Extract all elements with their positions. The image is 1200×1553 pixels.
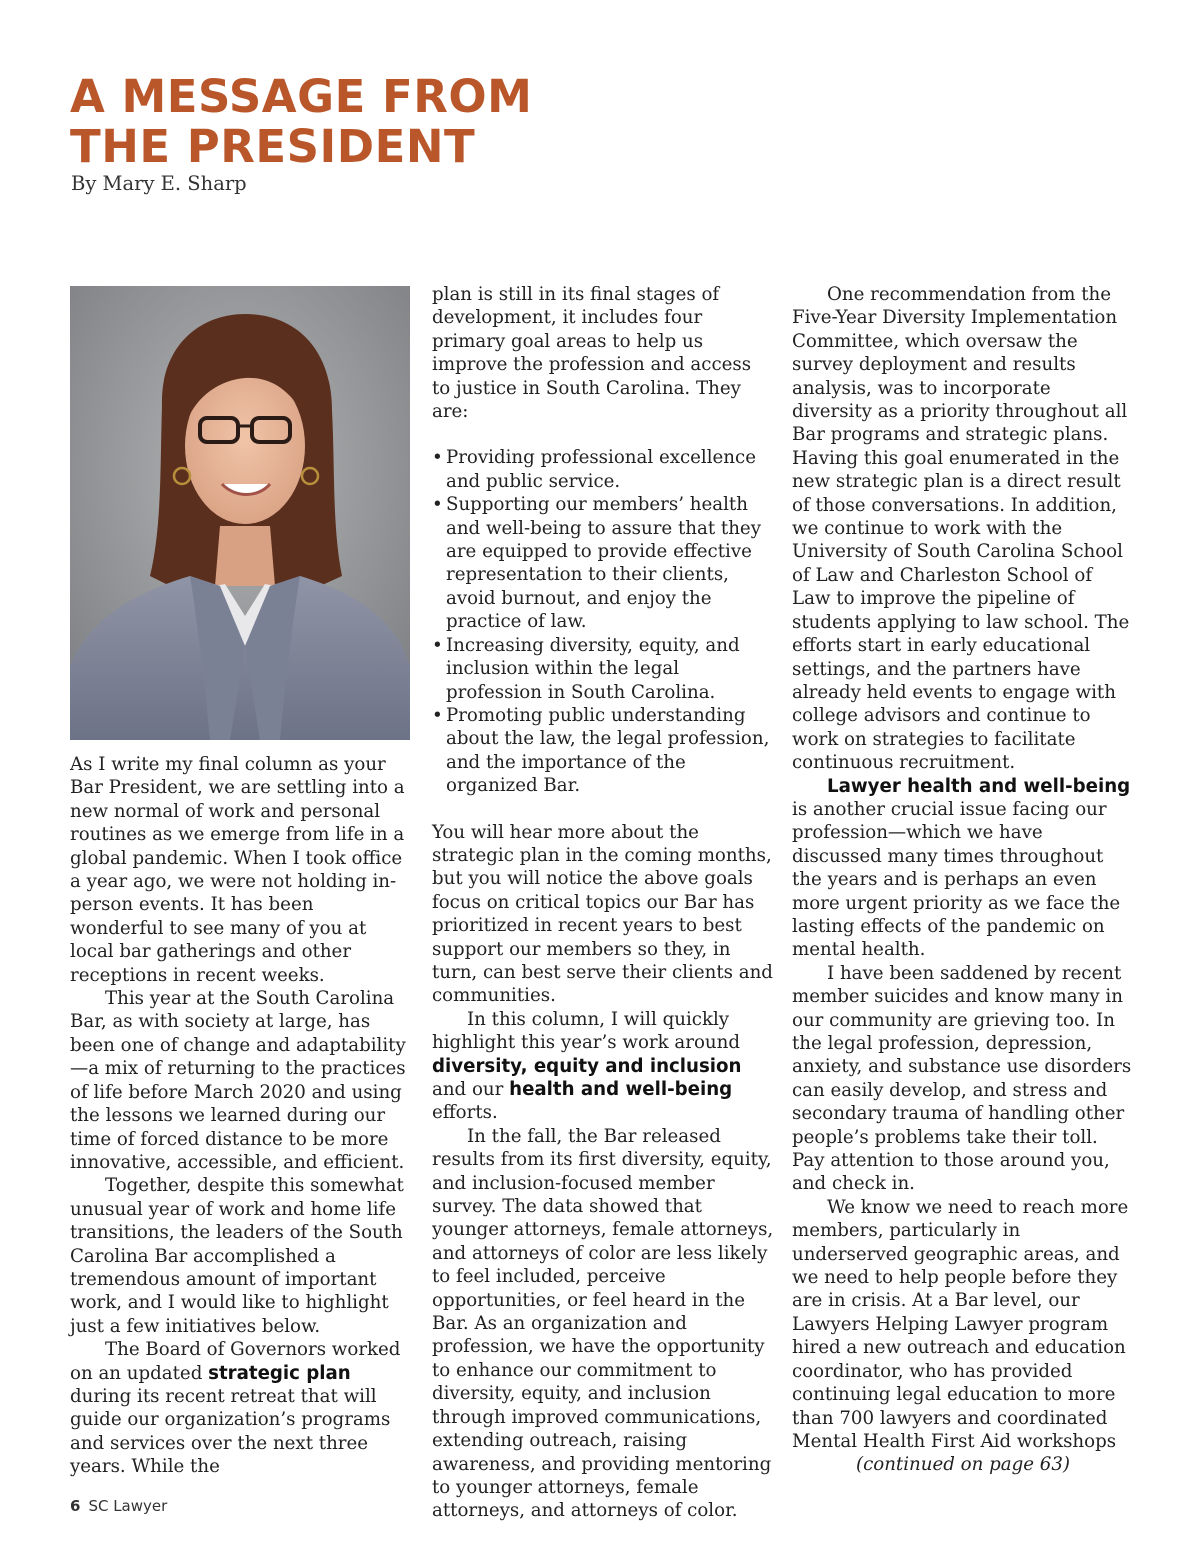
col1-paragraph-4 [70, 1338, 412, 1478]
page-number: 6 [70, 1497, 81, 1515]
col2-paragraph-2: You will hear more about the strategic plan in the coming months, but you will notice the above goals focus on critical topics our Bar has prioritized in recent years to best support our members so they, in turn, can best serve their clients and communities. [432, 821, 773, 1007]
publication-name: SC Lawyer [88, 1497, 168, 1515]
list-item: • Providing professional excellence and public service. [432, 446, 774, 493]
text-run: is another crucial issue facing our profession—which we have discussed many times throughout the years and is perhaps an even more urgent priority as we face the lasting effects of the pandemic on mental health. [792, 798, 1121, 961]
text-run: efforts. [432, 1102, 498, 1124]
column-2 [432, 283, 774, 1523]
col2-paragraph-3 [432, 1008, 774, 1125]
col2-paragraph-1: plan is still in its final stages of development, it includes four primary goal areas to help us improve the profession and access to justice in South Carolina. They are: [432, 284, 752, 423]
continued-note: (continued on page 63) [855, 1454, 1071, 1476]
goal-list [432, 446, 774, 797]
column-1 [70, 753, 412, 1479]
text-run: In this column, I will quickly highlight this year’s work around [432, 1008, 740, 1054]
title-line-1: A MESSAGE FROM [70, 70, 533, 123]
byline: By Mary E. Sharp [71, 172, 247, 195]
col3-paragraph-3: I have been saddened by recent member suicides and know many in our community are grieving too. In the legal profession, depression, anxiety, and substance use disorders can easily develop, and stress and secondary trauma of handling other people’s problems take their toll. Pay attention to those around you, and check in. [792, 962, 1132, 1195]
strategic-plan-highlight: strategic plan [208, 1362, 351, 1384]
author-portrait [70, 286, 410, 740]
page-footer [70, 1497, 167, 1515]
title-line-2: THE PRESIDENT [70, 120, 476, 173]
col1-paragraph-2: This year at the South Carolina Bar, as with society at large, has been one of change and adaptability—a mix of returning to the practices of life before March 2020 and using the lessons we learned during our time of forced distance to be more innovative, accessible, and efficient. [70, 988, 406, 1173]
text-run: during its recent retreat that will guide our organization’s programs and services over the next three years. While the [70, 1385, 391, 1478]
lawyer-health-highlight: Lawyer health and well-being [827, 775, 1131, 797]
col1-paragraph-1: As I write my final column as your Bar President, we are settling into a new normal of work and personal routines as we emerge from life in a global pandemic. When I took office a year ago, we were not holding in-person events. It has been wonderful to see many of you at local bar gatherings and other receptions in recent weeks. [70, 754, 405, 986]
article-title [70, 72, 532, 172]
col3-paragraph-1: One recommendation from the Five-Year Diversity Implementation Committee, which oversaw the survey deployment and results analysis, was to incorporate diversity as a priority throughout all Bar programs and strategic plans. Having this goal enumerated in the new strategic plan is a direct result of those conversations. In addition, we continue to work with the University of South Carolina School of Law and Charleston School of Law to improve the pipeline of students applying to law school. The efforts start in early educational settings, and the partners have already held events to engage with college advisors and continue to work on strategies to facilitate continuous recruitment. [792, 284, 1130, 774]
col3-paragraph-2 [792, 775, 1134, 962]
text-run: and our [432, 1079, 510, 1100]
dei-highlight: diversity, equity and inclusion [432, 1055, 742, 1077]
list-item: • Promoting public understanding about the law, the legal profession, and the importance of the organized Bar. [432, 704, 774, 798]
list-item: • Increasing diversity, equity, and inclusion within the legal profession in South Carolina. [432, 634, 774, 704]
col3-paragraph-4: We know we need to reach more members, particularly in underserved geographic areas, and we need to help people before they are in crisis. At a Bar level, our Lawyers Helping Lawyer program hired a new outreach and education coordinator, who has provided continuing legal education to more than 700 lawyers and coordinated Mental Health First Aid workshops [792, 1196, 1129, 1452]
list-item: • Supporting our members’ health and well-being to assure that they are equipped to provide effective representation to their clients, avoid burnout, and enjoy the practice of law. [432, 493, 774, 633]
col1-paragraph-3: Together, despite this somewhat unusual year of work and home life transitions, the leaders of the South Carolina Bar accomplished a tremendous amount of important work, and I would like to highlight just a few initiatives below. [70, 1175, 404, 1337]
col2-paragraph-4: In the fall, the Bar released results from its first diversity, equity, and inclusion-focused member survey. The data showed that younger attorneys, female attorneys, and attorneys of color are less likely to feel included, perceive opportunities, or feel heard in the Bar. As an organization and profession, we have the opportunity to enhance our commitment to diversity, equity, and inclusion through improved communications, extending outreach, raising awareness, and providing mentoring to younger attorneys, female attorneys, and attorneys of color. [432, 1125, 774, 1522]
health-highlight: health and well-being [509, 1079, 733, 1100]
column-3 [792, 283, 1134, 1477]
text-run: The Board of Governors worked on an updated [70, 1339, 401, 1384]
